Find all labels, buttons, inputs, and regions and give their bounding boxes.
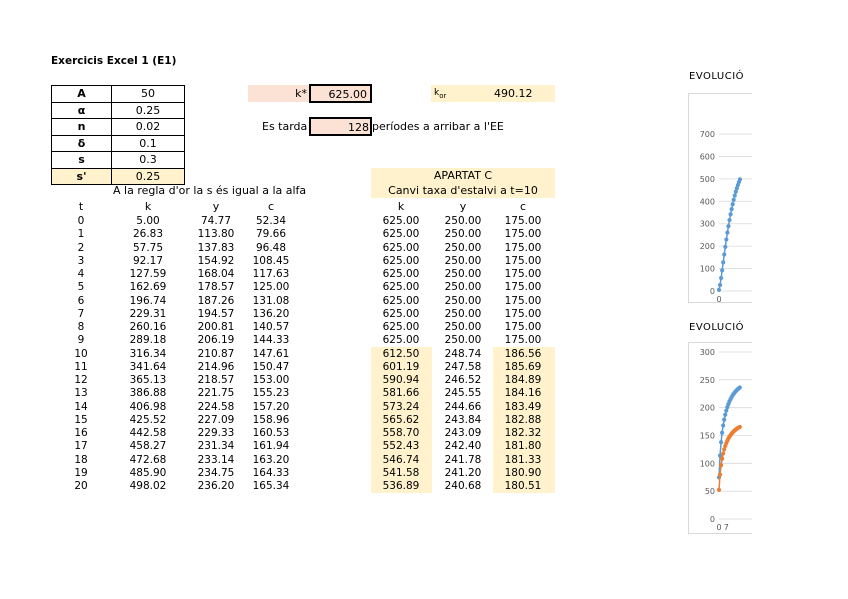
data-point (721, 423, 725, 427)
data-point (721, 260, 725, 264)
right-table-cell[interactable]: 184.89 (504, 374, 542, 386)
right-table-cell[interactable]: 250.00 (444, 281, 482, 294)
right-table-cell[interactable]: 184.16 (504, 387, 542, 400)
left-table-cell[interactable]: 8 (77, 321, 85, 333)
right-table-cell[interactable]: 625.00 (382, 334, 420, 347)
sheet-title: Exercicis Excel 1 (E1) (51, 55, 177, 67)
data-point (719, 276, 723, 280)
param-value[interactable]: 0.25 (112, 102, 185, 119)
data-point (720, 457, 724, 461)
left-table-cell[interactable]: 163.20 (252, 453, 290, 466)
right-table-cell[interactable]: 625.00 (382, 281, 420, 294)
y-tick-label: 200 (699, 403, 715, 413)
right-table-cell[interactable]: 240.68 (444, 480, 482, 492)
left-table-cell[interactable]: 442.58 (129, 427, 167, 439)
left-table-cell[interactable]: 153.00 (252, 374, 290, 386)
left-table-cell[interactable]: 19 (74, 466, 88, 479)
kor-sub: or (439, 91, 447, 100)
chart2-evolucio[interactable] (688, 342, 752, 534)
right-table-cell[interactable]: 186.56 (504, 347, 542, 360)
left-table-cell[interactable]: 52.34 (255, 215, 287, 227)
left-table-cell[interactable]: 20 (74, 480, 88, 492)
right-table-cell[interactable]: 181.80 (504, 440, 542, 453)
right-table-header[interactable]: k (397, 200, 405, 213)
left-table-cell[interactable]: 386.88 (129, 387, 167, 400)
right-table-cell[interactable]: 552.43 (382, 440, 420, 453)
kstar-label[interactable]: k* (248, 85, 309, 102)
left-table-cell[interactable]: 113.80 (197, 228, 235, 241)
right-table-cell[interactable]: 180.51 (504, 480, 542, 492)
data-point (725, 231, 729, 235)
right-table-cell[interactable]: 175.00 (504, 281, 542, 294)
data-point (730, 207, 734, 211)
left-table-cell[interactable]: 144.33 (252, 334, 290, 347)
param-row-alpha (52, 102, 185, 119)
left-table-cell[interactable]: 472.68 (129, 453, 167, 466)
data-point (717, 288, 721, 292)
param-value[interactable]: 0.25 (112, 168, 185, 185)
left-table-cell[interactable]: 425.52 (129, 413, 167, 426)
right-table-cell[interactable]: 175.00 (504, 334, 542, 347)
kstar-value[interactable]: 625.00 (309, 84, 372, 103)
left-table-cell[interactable]: 57.75 (132, 241, 164, 254)
left-table-cell[interactable]: 206.19 (197, 334, 235, 347)
right-table-cell[interactable]: 250.00 (444, 321, 482, 333)
left-table-cell[interactable]: 365.13 (129, 374, 167, 386)
left-table-cell[interactable]: 341.64 (129, 360, 167, 373)
left-table-cell[interactable]: 194.57 (197, 307, 235, 320)
data-point (720, 268, 724, 272)
right-table-cell[interactable]: 250.00 (444, 294, 482, 307)
left-table-cell[interactable]: 210.87 (197, 347, 235, 360)
y-tick-label: 600 (699, 152, 715, 162)
right-table-cell[interactable]: 250.00 (444, 254, 482, 267)
left-table-header[interactable]: k (144, 200, 152, 213)
left-table-cell[interactable]: 92.17 (132, 254, 164, 267)
right-table-cell[interactable]: 625.00 (382, 268, 420, 280)
left-table-cell[interactable]: 229.31 (129, 307, 167, 320)
chart2-title: EVOLUCIÓ (689, 322, 745, 333)
right-table-cell[interactable]: 250.00 (444, 241, 482, 254)
right-table-cell[interactable]: 590.94 (382, 374, 420, 386)
left-table-caption[interactable]: A la regla d'or la s és igual a la alfa (113, 184, 307, 197)
left-table-cell[interactable]: 18 (74, 453, 88, 466)
left-table-cell[interactable]: 26.83 (132, 228, 164, 241)
left-table-cell[interactable]: 5.00 (136, 215, 160, 227)
left-table-cell[interactable]: 233.14 (197, 453, 235, 466)
data-point (719, 440, 723, 444)
param-row-A (52, 86, 185, 103)
right-table-cell[interactable]: 182.32 (504, 427, 542, 439)
left-table-cell[interactable]: 406.98 (129, 400, 167, 413)
right-table-cell[interactable]: 175.00 (504, 268, 542, 280)
data-point (718, 283, 722, 287)
data-point (718, 473, 722, 477)
param-row-s (52, 152, 185, 169)
left-table-cell[interactable]: 9 (77, 334, 85, 347)
chart1-title: EVOLUCIÓ (689, 71, 745, 82)
param-label[interactable]: α (52, 102, 112, 119)
param-label[interactable]: A (52, 86, 112, 103)
chart1-evolucio[interactable] (688, 93, 752, 303)
data-point (738, 425, 742, 429)
left-table-cell[interactable]: 485.90 (129, 466, 167, 479)
left-table-cell[interactable]: 127.59 (129, 268, 167, 280)
param-value[interactable]: 0.1 (112, 135, 185, 152)
left-table-cell[interactable]: 161.94 (252, 440, 290, 453)
right-table-cell[interactable]: 181.33 (504, 453, 542, 466)
right-table-cell[interactable]: 546.74 (382, 453, 420, 466)
right-table-cell[interactable]: 573.24 (382, 400, 420, 413)
data-point (724, 237, 728, 241)
param-label[interactable]: s' (52, 168, 112, 185)
kor-label (434, 85, 446, 105)
left-table-header[interactable]: y (212, 200, 220, 213)
left-table-cell[interactable]: 316.34 (129, 347, 167, 360)
data-point (723, 413, 727, 417)
right-table-cell[interactable]: 601.19 (382, 360, 420, 373)
left-table-cell[interactable]: 3 (77, 254, 85, 267)
left-table-cell[interactable]: 16 (74, 427, 88, 439)
right-table-cell[interactable]: 175.00 (504, 228, 542, 241)
right-table-cell[interactable]: 625.00 (382, 215, 420, 227)
left-table-cell[interactable]: 214.96 (197, 360, 235, 373)
left-table-cell[interactable]: 155.23 (252, 387, 290, 400)
left-table-cell[interactable]: 96.48 (255, 241, 287, 254)
left-table-header[interactable]: c (267, 200, 275, 213)
left-table-cell[interactable]: 458.27 (129, 440, 167, 453)
y-tick-label: 100 (699, 459, 715, 469)
right-table-cell[interactable]: 541.58 (382, 466, 420, 479)
left-table-cell[interactable]: 13 (74, 387, 88, 400)
kor-value[interactable]: 490.12 (494, 87, 533, 100)
right-table-cell[interactable]: 625.00 (382, 321, 420, 333)
x-tick-label: 0 (716, 295, 722, 303)
left-table-cell[interactable]: 74.77 (200, 215, 232, 227)
right-table-cell[interactable]: 243.84 (444, 413, 482, 426)
left-table-cell[interactable]: 227.09 (197, 413, 235, 426)
left-table-cell[interactable]: 165.34 (252, 480, 290, 492)
right-table-cell[interactable]: 625.00 (382, 241, 420, 254)
param-value[interactable]: 0.3 (112, 152, 185, 169)
right-table-cell[interactable]: 175.00 (504, 254, 542, 267)
left-table-cell[interactable]: 17 (74, 440, 88, 453)
right-table-cell[interactable]: 250.00 (444, 228, 482, 241)
right-table-cell[interactable]: 250.00 (444, 334, 482, 347)
left-table-cell[interactable]: 6 (77, 294, 85, 307)
data-point (717, 488, 721, 492)
param-row-n (52, 119, 185, 136)
left-table-cell[interactable]: 234.75 (197, 466, 235, 479)
data-point (726, 224, 730, 228)
x-tick-label: 7 (723, 523, 729, 532)
left-table-cell[interactable]: 136.20 (252, 307, 290, 320)
y-tick-label: 300 (699, 348, 715, 357)
y-tick-label: 200 (699, 242, 715, 252)
right-table-cell[interactable]: 243.09 (444, 427, 482, 439)
y-tick-label: 0 (709, 515, 715, 524)
right-table-cell[interactable]: 625.00 (382, 294, 420, 307)
left-table-cell[interactable]: 289.18 (129, 334, 167, 347)
left-table-cell[interactable]: 162.69 (129, 281, 167, 294)
param-label[interactable]: n (52, 119, 112, 136)
right-table-cell[interactable]: 581.66 (382, 387, 420, 400)
left-table-cell[interactable]: 178.57 (197, 281, 235, 294)
data-point (720, 431, 724, 435)
left-table-cell[interactable]: 14 (74, 400, 88, 413)
param-value[interactable]: 0.02 (112, 119, 185, 136)
right-table-cell[interactable]: 244.66 (444, 400, 482, 413)
right-table-cell[interactable]: 241.20 (444, 466, 482, 479)
data-point (722, 417, 726, 421)
apartat-title[interactable]: APARTAT C (433, 169, 493, 182)
right-table-cell[interactable]: 183.49 (504, 400, 542, 413)
data-point (733, 193, 737, 197)
right-table-cell[interactable]: 242.40 (444, 440, 482, 453)
left-table-cell[interactable]: 15 (74, 413, 88, 426)
right-table-cell[interactable]: 241.78 (444, 453, 482, 466)
left-table-cell[interactable]: 11 (74, 360, 88, 373)
right-table-cell[interactable]: 536.89 (382, 480, 420, 492)
left-table-cell[interactable]: 147.61 (252, 347, 290, 360)
right-table-cell[interactable]: 625.00 (382, 254, 420, 267)
right-table-cell[interactable]: 175.00 (504, 321, 542, 333)
left-table-cell[interactable]: 12 (74, 374, 88, 386)
left-table-cell[interactable]: 196.74 (129, 294, 167, 307)
left-table-cell[interactable]: 224.58 (197, 400, 235, 413)
left-table-cell[interactable]: 229.33 (197, 427, 235, 439)
left-table-cell[interactable]: 7 (77, 307, 85, 320)
left-table-cell[interactable]: 157.20 (252, 400, 290, 413)
right-table-cell[interactable]: 625.00 (382, 228, 420, 241)
left-table-cell[interactable]: 79.66 (255, 228, 287, 241)
kor-k: k (434, 88, 440, 98)
data-point (738, 385, 742, 389)
apartat-subtitle[interactable]: Canvi taxa d'estalvi a t=10 (388, 184, 538, 197)
left-table-cell[interactable]: 0 (77, 215, 85, 227)
data-point (722, 252, 726, 256)
left-table-cell[interactable]: 221.75 (197, 387, 235, 400)
estarda-text[interactable]: períodes a arribar a l'EE (372, 120, 504, 133)
x-tick-label: 0 (716, 523, 722, 532)
right-table-cell[interactable]: 250.00 (444, 215, 482, 227)
left-table-cell[interactable]: 137.83 (197, 241, 235, 254)
y-tick-label: 400 (699, 197, 715, 207)
right-table-cell[interactable]: 175.00 (504, 241, 542, 254)
data-point (727, 218, 731, 222)
y-tick-label: 100 (699, 264, 715, 274)
right-table-header[interactable]: c (519, 200, 527, 213)
right-table-cell[interactable]: 245.55 (444, 387, 482, 400)
data-point (728, 212, 732, 216)
right-table-cell[interactable]: 565.62 (382, 413, 420, 426)
left-table-cell[interactable]: 125.00 (252, 281, 290, 294)
y-tick-label: 150 (699, 431, 715, 441)
y-tick-label: 250 (699, 375, 715, 385)
left-table-cell[interactable]: 5 (77, 281, 85, 294)
right-table-cell[interactable]: 250.00 (444, 307, 482, 320)
right-table-cell[interactable]: 248.74 (444, 347, 482, 360)
data-point (731, 202, 735, 206)
left-table-cell[interactable]: 2 (77, 241, 85, 254)
y-tick-label: 0 (709, 287, 715, 296)
data-point (732, 198, 736, 202)
param-value[interactable]: 50 (112, 86, 185, 103)
left-table-cell[interactable]: 260.16 (129, 321, 167, 333)
data-point (721, 451, 725, 455)
right-table-cell[interactable]: 175.00 (504, 294, 542, 307)
left-table-cell[interactable]: 164.33 (252, 466, 290, 479)
param-row-delta (52, 135, 185, 152)
left-table-cell[interactable]: 117.63 (252, 268, 290, 280)
left-table-cell[interactable]: 218.57 (197, 374, 235, 386)
left-table-cell[interactable]: 108.45 (252, 254, 290, 267)
right-table-cell[interactable]: 180.90 (504, 466, 542, 479)
left-table-cell[interactable]: 10 (74, 347, 88, 360)
left-table-cell[interactable]: 154.92 (197, 254, 235, 267)
left-table-cell[interactable]: 140.57 (252, 321, 290, 333)
y-tick-label: 300 (699, 219, 715, 229)
estarda-label[interactable]: Es tarda (262, 120, 308, 133)
left-table-header[interactable]: t (78, 200, 84, 213)
right-table-cell[interactable]: 182.88 (504, 413, 542, 426)
y-tick-label: 50 (704, 487, 715, 497)
left-table-cell[interactable]: 1 (77, 228, 85, 241)
right-table-cell[interactable]: 247.58 (444, 360, 482, 373)
right-table-cell[interactable]: 558.70 (382, 427, 420, 439)
data-point (719, 463, 723, 467)
y-tick-label: 700 (699, 130, 715, 139)
right-table-cell[interactable]: 175.00 (504, 215, 542, 227)
param-label[interactable]: s (52, 152, 112, 169)
chart-frame (689, 343, 753, 534)
estarda-value[interactable]: 128 (309, 117, 372, 136)
data-point (723, 245, 727, 249)
left-table-cell[interactable]: 150.47 (252, 360, 290, 373)
data-point (738, 177, 742, 181)
left-table-cell[interactable]: 158.96 (252, 413, 290, 426)
right-table-cell[interactable]: 625.00 (382, 307, 420, 320)
left-table-cell[interactable]: 187.26 (197, 294, 235, 307)
y-tick-label: 500 (699, 174, 715, 184)
parameters-table (51, 85, 185, 185)
right-table-header[interactable]: y (459, 200, 467, 213)
left-table-cell[interactable]: 231.34 (197, 440, 235, 453)
right-table-cell[interactable]: 246.52 (444, 374, 482, 386)
right-table-cell[interactable]: 612.50 (382, 347, 420, 360)
right-table-cell[interactable]: 175.00 (504, 307, 542, 320)
left-table-cell[interactable]: 168.04 (197, 268, 235, 280)
left-table-cell[interactable]: 4 (77, 268, 85, 280)
left-table-cell[interactable]: 236.20 (197, 480, 235, 492)
right-table-cell[interactable]: 185.69 (504, 360, 542, 373)
left-table-cell[interactable]: 498.02 (129, 480, 167, 492)
left-table-cell[interactable]: 131.08 (252, 294, 290, 307)
right-table-cell[interactable]: 250.00 (444, 268, 482, 280)
kor-cell[interactable] (431, 85, 555, 102)
left-table-cell[interactable]: 200.81 (197, 321, 235, 333)
left-table-cell[interactable]: 160.53 (252, 427, 290, 439)
param-label[interactable]: δ (52, 135, 112, 152)
